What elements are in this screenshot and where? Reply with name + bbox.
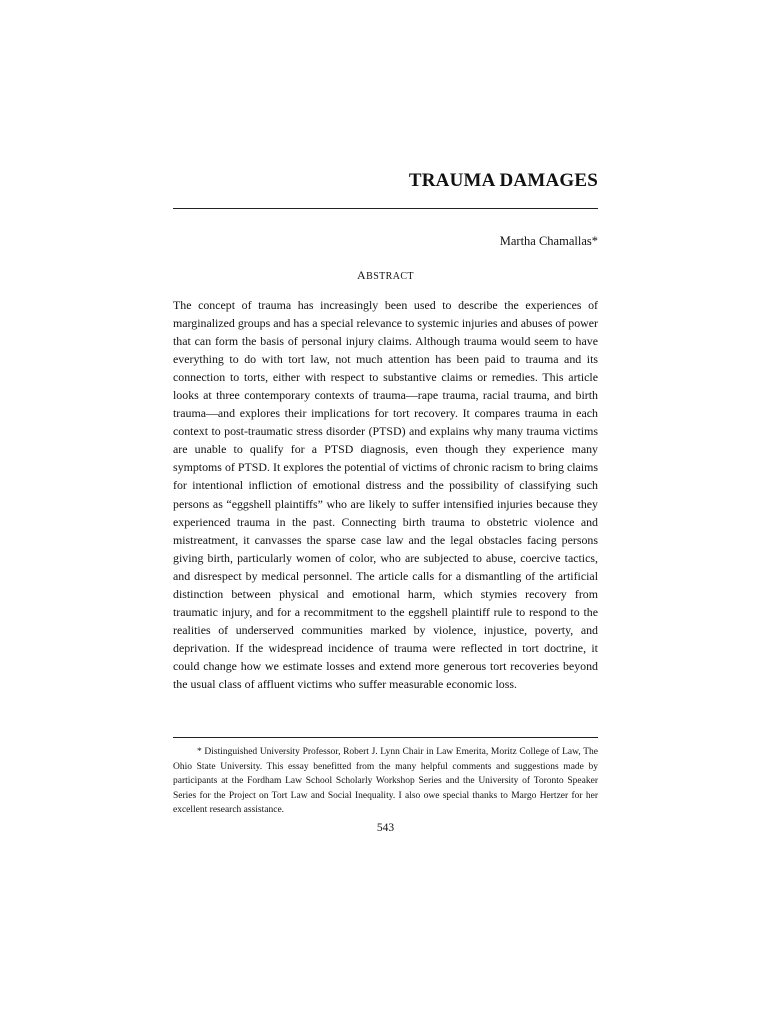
author-name: Martha Chamallas*	[499, 234, 598, 248]
abstract-heading	[173, 268, 598, 283]
abstract-heading-smallcaps: BSTRACT	[366, 271, 414, 282]
footnote-divider	[173, 737, 598, 738]
page-number: 543	[376, 822, 395, 834]
title-divider	[173, 208, 598, 209]
abstract-heading-initial: A	[357, 268, 367, 282]
abstract-text: The concept of trauma has increasingly been used to describe the experiences of marginalized groups and has a special relevance to systemic injuries and abuses of power that can form the basis of personal injury claims. Although trauma would seem to have everything to do with tort law, not much attention has been paid to trauma and its connection to torts, either with respect to substantive claims or remedies. This article looks at three contemporary contexts of trauma—rape trauma, racial trauma, and birth trauma—and explores their implications for tort recovery. It compares trauma in each context to post-traumatic stress disorder (PTSD) and explains why many trauma victims are unable to qualify for a PTSD diagnosis, even though they experience many symptoms of PTSD. It explores the potential of victims of chronic racism to bring claims for intentional infliction of emotional distress and the possibility of classifying such persons as “eggshell plaintiffs” who are likely to suffer intensified injuries because they experienced trauma in the past. Connecting birth trauma to obstetric violence and mistreatment, it canvasses the sparse case law and the legal obstacles facing persons giving birth, particularly women of color, who are subjected to abuse, coercive tactics, and disrespect by medical personnel. The article calls for a dismantling of the artificial distinction between physical and emotional harm, which stymies recovery from traumatic injury, and for a recommitment to the eggshell plaintiff rule to respond to the realities of underserved communities marked by violence, injustice, poverty, and deprivation. If the widespread incidence of trauma were reflected in tort doctrine, it could change how we estimate losses and extend more generous tort recoveries beyond the usual class of affluent victims who suffer measurable economic loss.	[173, 298, 598, 691]
author-footnote: * Distinguished University Professor, Robert J. Lynn Chair in Law Emerita, Moritz College of Law, The Ohio State University. This essay benefitted from the many helpful comments and suggestions made by participants at the Fordham Law School Scholarly Workshop Series and the University of Toronto Speaker Series for the Project on Tort Law and Social Inequality. I also owe special thanks to Margo Hertzer for her excellent research assistance.	[173, 747, 598, 815]
article-title: TRAUMA DAMAGES	[408, 170, 598, 191]
